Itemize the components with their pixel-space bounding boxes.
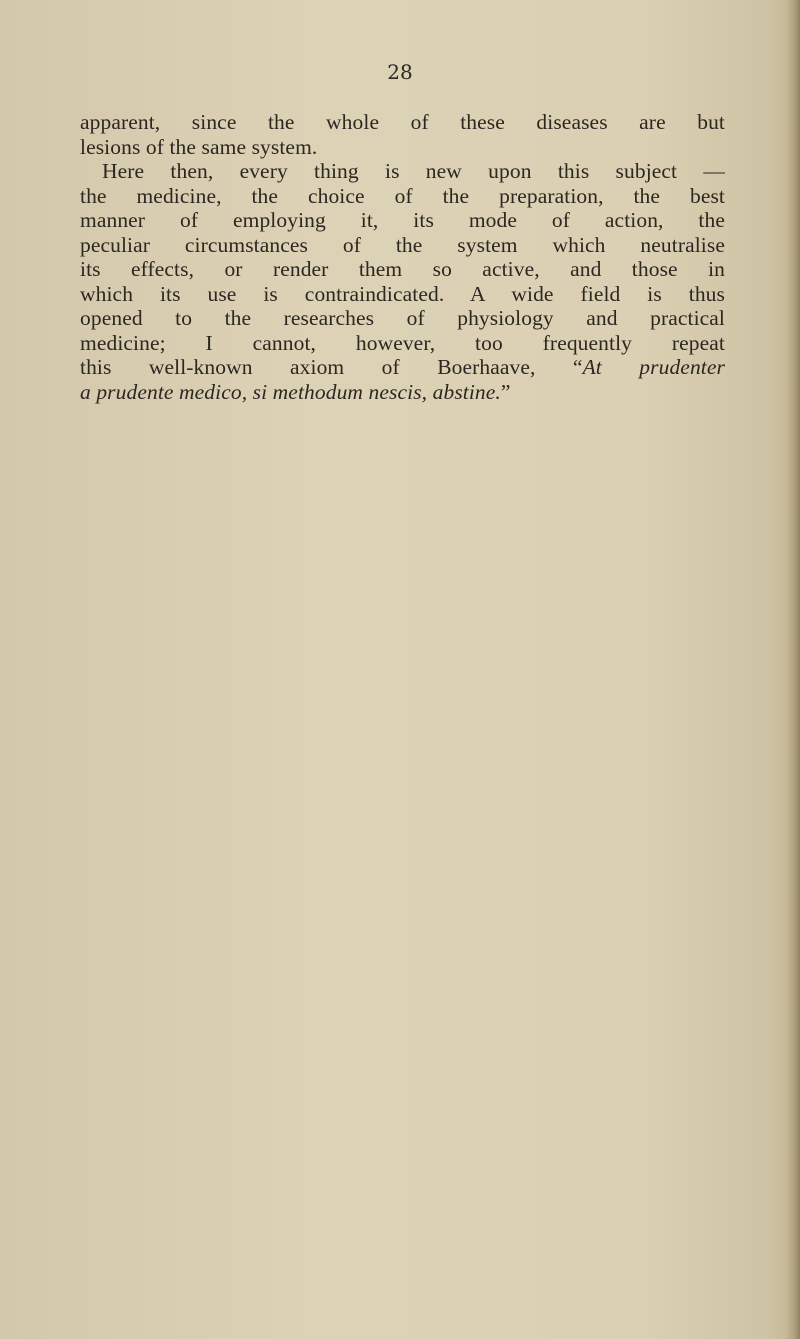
page-number: 28 (387, 60, 413, 84)
text-line: medicine; I cannot, however, too frequently repeat (80, 330, 725, 355)
body-text (80, 110, 725, 404)
text-line: peculiar circumstances of the system which neutralise (80, 232, 725, 257)
text-line: its effects, or render them so active, and those in (80, 257, 725, 281)
text-line-quote-end (80, 380, 725, 405)
text-line-quote-start (80, 355, 725, 380)
closing-quote: ” (500, 379, 511, 404)
text-line: opened to the researches of physiology and practical (80, 306, 725, 330)
text-line: which its use is contraindicated. A wide field is thus (80, 281, 725, 306)
line-text: this well-known axiom of Boerhaave, “ (80, 355, 583, 379)
text-line: Here then, every thing is new upon this subject — (102, 159, 725, 183)
latin-quote: a prudente medico, si methodum nescis, abstine. (80, 379, 501, 404)
text-line: manner of employing it, its mode of action, the (80, 208, 725, 232)
text-line: apparent, since the whole of these diseases are but (80, 110, 725, 134)
text-line: lesions of the same system. (80, 134, 318, 159)
page-edge-shadow (786, 0, 800, 1339)
text-line: the medicine, the choice of the preparation, the best (80, 183, 725, 208)
latin-quote: At prudenter (582, 355, 725, 379)
